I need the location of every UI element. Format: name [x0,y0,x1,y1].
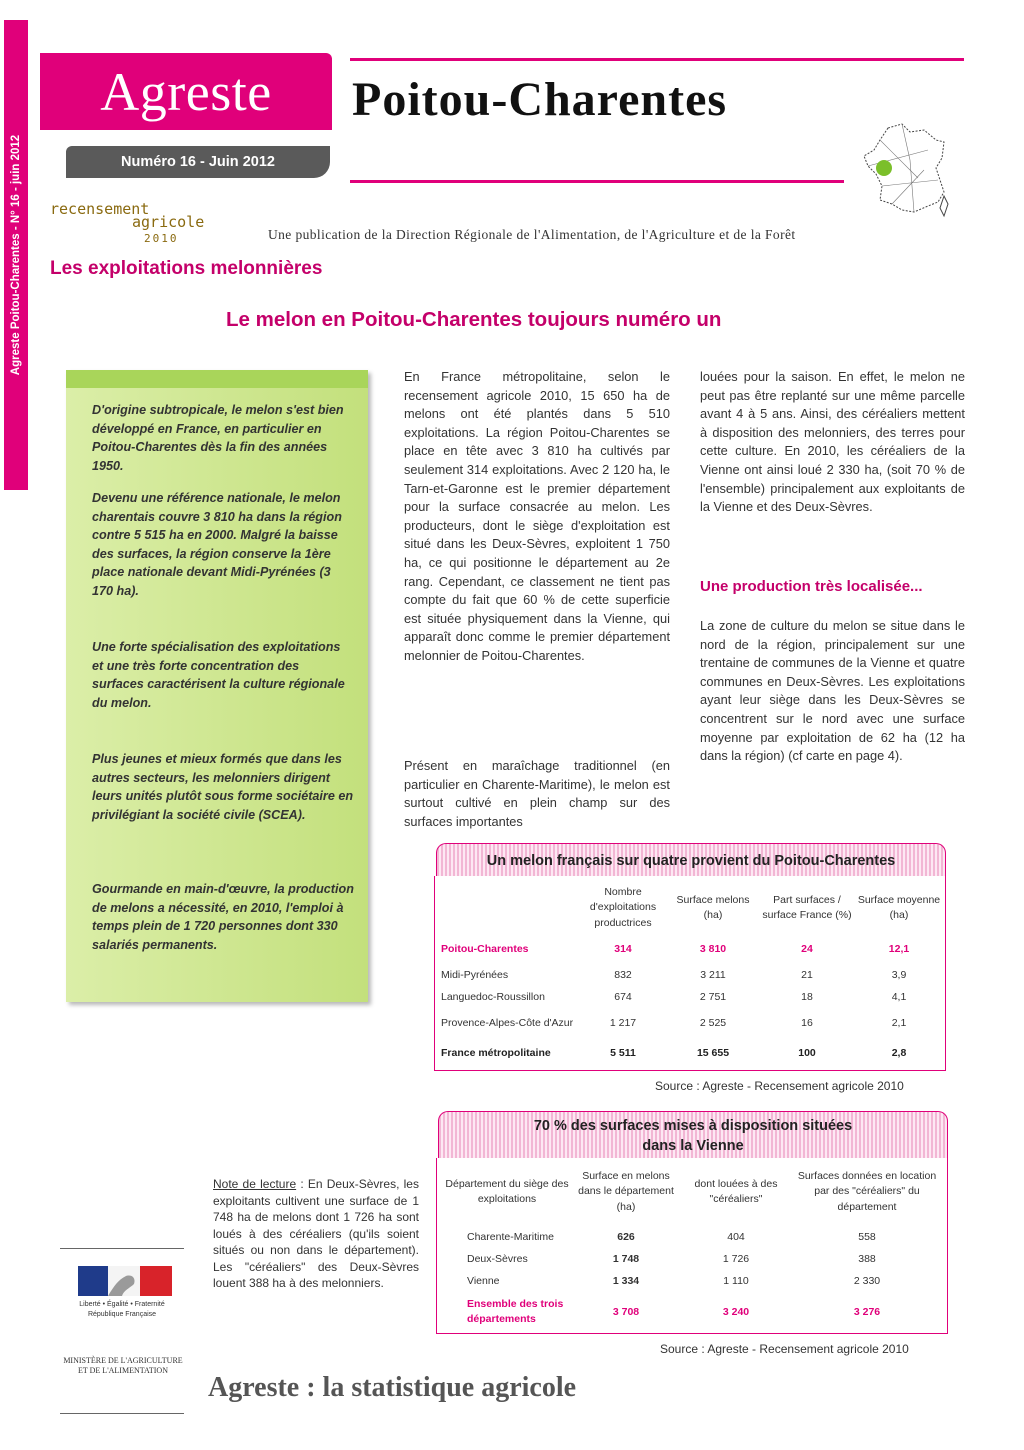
table2-cell: 626 [617,1231,635,1243]
summary-paragraph: Gourmande en main-d'œuvre, la production de melons a nécessité, en 2010, l'emploi à temps plein de 1 720 personnes dont 330 salariés permanents. [92,882,354,952]
table-row [443,1248,943,1270]
table1-cell: 2,8 [891,1047,907,1059]
table1-cell: Languedoc-Roussillon [441,991,545,1003]
table-row [441,1040,941,1066]
table2-grid [443,1158,943,1332]
table2-source: Source : Agreste - Recensement agricole 2010 [660,1342,909,1356]
summary-paragraph: Une forte spécialisation des exploitations et une très forte concentration des surfaces caractérisent la culture régionale du melon. [92,640,345,710]
reading-note-text: : En Deux-Sèvres, les exploitants cultivent une surface de 1 748 ha de melons dont 1 726 ha sont loués à des céréaliers (qu'ils soient situés ou non dans le département). Les "céréaliers" des Deux-Sèvres louent 388 ha à des melonniers. [213,1177,419,1290]
table2-cell: 3 240 [722,1306,750,1318]
table1-cell: 4,1 [891,991,907,1003]
table1-cell: 2,1 [891,1017,907,1029]
table2-cell: Ensemble des trois départements [467,1298,564,1325]
table1-cell: 3 211 [700,969,726,981]
table1-cell: 2 751 [699,991,727,1003]
article-title: Le melon en Poitou-Charentes toujours numéro un [226,308,722,331]
summary-box [66,370,368,1002]
table2-title: 70 % des surfaces mises à disposition situées dans la Vienne [438,1111,948,1159]
issue-badge [66,146,330,178]
table2-cell: 1 110 [723,1275,749,1287]
table1-cell: 2 525 [699,1017,727,1029]
body-paragraph: Présent en maraîchage traditionnel (en particulier en Charente-Maritime), le melon est surtout cultivé en plein champ sur des surfaces importantes [404,758,670,829]
footer-slogan: Agreste : la statistique agricole [208,1372,577,1403]
table2-cell: 404 [727,1231,745,1243]
table2-cell: 1 334 [612,1275,640,1287]
table1-title: Un melon français sur quatre provient du Poitou-Charentes [436,843,946,877]
side-band-text: Agreste Poitou-Charentes - N° 16 - juin 2012 [10,134,22,376]
summary-box-top [66,370,368,388]
table2-cell: 3 708 [612,1306,640,1318]
issue-text: Numéro 16 - Juin 2012 [121,154,275,170]
body-paragraph: louées pour la saison. En effet, le melon ne peut pas être replanté sur une même parcelle avant 4 à 5 ans. Ainsi, des céréaliers mettent à disposition des melonniers, des terres pour cette culture. En 2010, les céréaliers de la Vienne ont ainsi loué 2 330 ha, (soit 70 % de l'ensemble) principalement aux exploitants de la Vienne et des Deux-Sèvres. [700,369,965,515]
header-rule-top [350,58,964,61]
region-title: Poitou-Charentes [352,73,728,126]
section-title: Les exploitations melonnières [50,258,323,279]
table1-cell: 16 [801,1017,813,1029]
table1-cell: 3,9 [891,969,907,981]
table2-header: Département du siège des exploitations [445,1177,569,1205]
table1-source: Source : Agreste - Recensement agricole 2010 [655,1079,904,1093]
france-map-icon [858,120,950,220]
table2-cell: 3 276 [853,1306,881,1318]
table1-cell: 5 511 [610,1047,636,1059]
table1 [434,876,946,1071]
census-logo [50,200,230,248]
table2-header: dont louées à des "céréaliers" [694,1177,778,1205]
table1-header: Nombre d'exploitations productrices [589,885,657,929]
table-row [441,988,941,1006]
table-row [441,962,941,988]
table1-header: Surface melons (ha) [676,893,750,921]
table1-header: Surface moyenne (ha) [857,893,941,921]
table2-cell: Deux-Sèvres [467,1253,528,1265]
table1-cell: 12,1 [888,943,910,955]
agreste-logo [40,53,332,130]
table2-cell: 2 330 [853,1275,881,1287]
table1-cell: 3 810 [699,943,727,955]
table2-header: Surface en melons dans le département (ha) [578,1169,674,1213]
table2-cell: Vienne [467,1275,500,1287]
table1-cell: 24 [801,943,813,955]
table2-cell: 558 [858,1231,876,1243]
summary-paragraph: Devenu une référence nationale, le melon charentais couvre 3 810 ha dans la région contre 5 515 ha en 2000. Malgré la baisse des surfaces, la région conserve la 1ère place nationale devant Midi-Pyrénées (3 170 ha). [92,491,342,598]
table1-cell: Provence-Alpes-Côte d'Azur [441,1017,574,1029]
table1-cell: France métropolitaine [441,1047,551,1059]
body-paragraph: En France métropolitaine, selon le recensement agricole 2010, 15 650 ha de melons ont été plantés dans 5 510 exploitations. La région Poitou-Charentes se place en tête avec 3 810 ha cultivés par seulement 314 exploitations. Avec 2 120 ha, le Tarn-et-Garonne est le premier département pour la surface consacrée au melon. Les producteurs, dont le siège d'exploitation est situé dans les Deux-Sèvres, exploitent 1 750 ha, ce qui positionne le département au 2e rang. Cependant, ce classement ne tient pas compte du fait que 60 % de cette superficie est située physiquement dans la Vienne, qui apparaît donc comme le premier département melonnier de Poitou-Charentes. [404,369,670,663]
reading-note-label: Note de lecture [213,1177,297,1191]
table2-cell: 388 [858,1253,876,1265]
table2 [436,1158,948,1334]
table1-cell: 100 [798,1047,816,1059]
table-row [443,1270,943,1292]
table2-cell: 1 748 [612,1253,640,1265]
table1-cell: Poitou-Charentes [441,943,529,955]
table-row [441,936,941,962]
reading-note [213,1176,419,1292]
table1-cell: 832 [614,969,632,981]
table1-grid [441,880,941,1066]
subheading: Une production très localisée... [700,578,923,595]
table1-cell: 15 655 [696,1047,730,1059]
header-rule-bottom [350,180,844,183]
body-paragraph: La zone de culture du melon se situe dans le nord de la région, principalement sur une trentaine de communes de la Vienne et quatre communes en Deux-Sèvres. Les exploitations ayant leur siège dans les Deux-Sèvres se concentrent sur le nord avec une surface moyenne par exploitation de 62 ha (12 ha dans la région) (cf carte en page 4). [700,618,965,764]
census-logo-line2: agricole [132,213,205,231]
publisher-line: Une publication de la Direction Régionale de l'Alimentation, de l'Agriculture et de la Forêt [268,227,796,242]
summary-paragraph: D'origine subtropicale, le melon s'est bien développé en France, en particulier en Poitou-Charentes dès la fin des années 1950. [92,403,344,473]
marianne-logo-icon [78,1262,174,1298]
table1-cell: 21 [801,969,813,981]
table2-cell: Charente-Maritime [467,1231,554,1243]
table1-cell: Midi-Pyrénées [441,969,509,981]
ministry-name: MINISTÈRE DE L'AGRICULTURE ET DE L'ALIMENTATION [63,1356,183,1375]
table-row [441,1006,941,1040]
logo-text: Agreste [100,61,272,122]
table-row [443,1292,943,1332]
table1-header: Part surfaces / surface France (%) [762,893,852,921]
table1-cell: 18 [801,991,813,1003]
table1-cell: 314 [614,943,632,955]
table2-header: Surfaces données en location par des "céréaliers" du département [797,1169,937,1213]
census-logo-line1: recensement [50,200,150,218]
republique-francaise-text: Liberté • Égalité • Fraternité République Française [79,1301,165,1318]
table1-cell: 674 [614,991,632,1003]
summary-paragraph: Plus jeunes et mieux formés que dans les autres secteurs, les melonniers dirigent leurs unités plutôt sous forme sociétaire en privilégiant la société civile (SCEA). [92,752,354,822]
table1-header [441,880,577,936]
census-logo-year: 2010 [144,232,179,245]
table2-cell: 1 726 [722,1253,750,1265]
table-row [443,1226,943,1248]
table1-cell: 1 217 [609,1017,637,1029]
